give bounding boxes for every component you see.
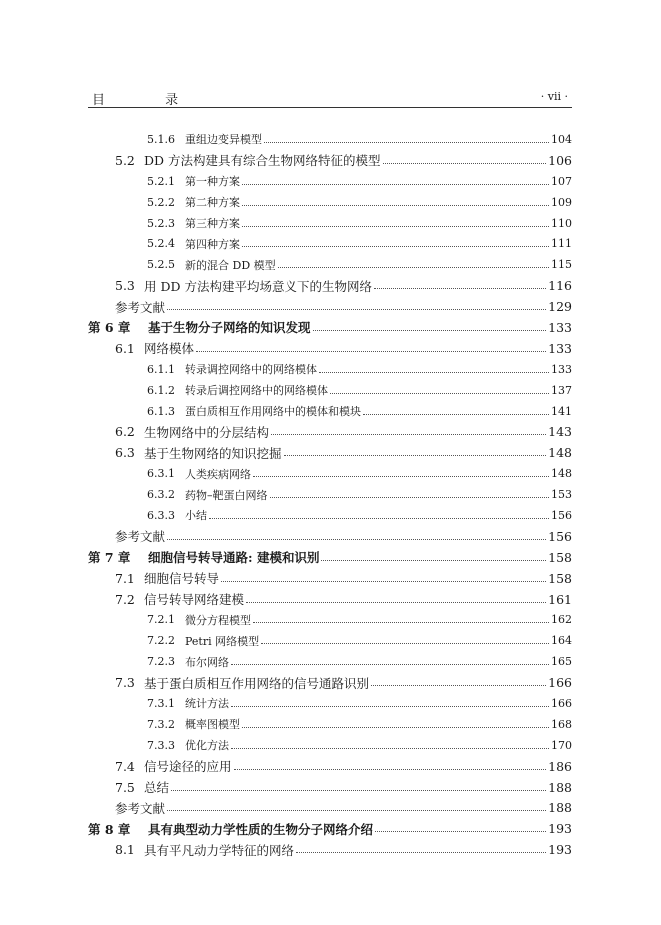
toc-entry-title: 参考文献	[115, 299, 166, 315]
toc-subsection-entry[interactable]	[88, 171, 572, 192]
toc-entry-page: 115	[551, 258, 572, 272]
toc-entry-page: 109	[551, 195, 572, 209]
dot-leader	[231, 696, 549, 707]
toc-section-entry[interactable]	[88, 568, 572, 589]
toc-entry-number: 7.1	[115, 570, 135, 586]
toc-subsection-entry[interactable]	[88, 463, 572, 484]
toc-entry-number: 6.1.1	[147, 362, 175, 376]
dot-leader	[209, 508, 549, 519]
toc-entry-page: 148	[548, 445, 572, 461]
toc-entry-page: 162	[551, 613, 572, 627]
dot-leader	[242, 216, 549, 227]
toc-subsection-entry[interactable]	[88, 129, 572, 150]
toc-entry-title: 生物网络中的分层结构	[144, 424, 270, 440]
toc-entry-page: 111	[551, 237, 572, 251]
toc-entry-title: 概率图模型	[185, 718, 240, 732]
toc-entry-page: 137	[551, 383, 572, 397]
toc-entry-page: 166	[551, 696, 572, 710]
toc-references-entry[interactable]	[88, 296, 572, 317]
toc-entry-number: 7.3	[115, 675, 135, 691]
toc-subsection-entry[interactable]	[88, 192, 572, 213]
toc-entry-page: 148	[551, 467, 572, 481]
toc-entry-title: 用 DD 方法构建平均场意义下的生物网络	[144, 278, 372, 294]
running-header	[88, 87, 572, 108]
header-page-number: · vii ·	[540, 90, 568, 103]
toc-entry-number: 7.4	[115, 758, 135, 774]
toc-references-entry[interactable]	[88, 526, 572, 547]
dot-leader	[167, 800, 546, 811]
toc-subsection-entry[interactable]	[88, 735, 572, 756]
table-of-contents	[88, 129, 572, 860]
toc-entry-title: 细胞信号转导通路: 建模和识别	[148, 550, 320, 566]
toc-entry-number: 7.2.2	[147, 634, 175, 648]
dot-leader	[271, 424, 546, 435]
dot-leader	[231, 654, 549, 665]
toc-entry-title: Petri 网络模型	[185, 634, 260, 648]
toc-entry-title: 第二种方案	[185, 196, 240, 210]
toc-entry-page: 170	[551, 738, 572, 752]
toc-section-entry[interactable]	[88, 672, 572, 693]
toc-entry-number: 5.2.1	[147, 174, 175, 188]
toc-section-entry[interactable]	[88, 150, 572, 171]
dot-leader	[363, 404, 549, 415]
toc-entry-number: 7.2.1	[147, 613, 175, 627]
toc-entry-page: 153	[551, 488, 572, 502]
toc-entry-page: 156	[551, 508, 572, 522]
toc-entry-number: 6.3	[115, 445, 135, 461]
dot-leader	[171, 780, 546, 791]
toc-subsection-entry[interactable]	[88, 693, 572, 714]
toc-section-entry[interactable]	[88, 839, 572, 860]
toc-subsection-entry[interactable]	[88, 213, 572, 234]
toc-entry-page: 107	[551, 174, 572, 188]
toc-entry-title: 网络模体	[144, 341, 195, 357]
toc-entry-page: 133	[548, 319, 572, 335]
toc-entry-title: 重组边变异模型	[185, 133, 262, 147]
dot-leader	[374, 278, 546, 289]
toc-entry-page: 129	[548, 299, 572, 315]
toc-section-entry[interactable]	[88, 275, 572, 296]
toc-subsection-entry[interactable]	[88, 233, 572, 254]
toc-entry-title: 蛋白质相互作用网络中的模体和模块	[185, 405, 361, 419]
toc-entry-page: 133	[548, 340, 572, 356]
toc-entry-page: 143	[548, 424, 572, 440]
dot-leader	[242, 236, 549, 247]
toc-subsection-entry[interactable]	[88, 359, 572, 380]
toc-entry-title: 基于蛋白质相互作用网络的信号通路识别	[144, 675, 370, 691]
dot-leader	[253, 612, 549, 623]
toc-entry-page: 110	[551, 216, 572, 230]
toc-entry-number: 7.3.1	[147, 696, 175, 710]
toc-entry-page: 188	[548, 779, 572, 795]
toc-entry-page: 158	[548, 549, 572, 565]
toc-entry-title: 布尔网络	[185, 655, 229, 669]
toc-entry-page: 193	[548, 842, 572, 858]
toc-chapter-entry[interactable]	[88, 818, 572, 839]
toc-entry-page: 164	[551, 634, 572, 648]
toc-entry-number: 5.2.5	[147, 258, 175, 272]
toc-entry-page: 104	[551, 132, 572, 146]
toc-entry-number: 6.1.3	[147, 404, 175, 418]
toc-entry-page: 168	[551, 717, 572, 731]
dot-leader	[167, 529, 546, 540]
toc-entry-number: 5.1.6	[147, 132, 175, 146]
toc-subsection-entry[interactable]	[88, 380, 572, 401]
header-title: 目 录	[92, 93, 207, 108]
toc-entry-title: 优化方法	[185, 739, 229, 753]
toc-subsection-entry[interactable]	[88, 401, 572, 422]
dot-leader	[270, 487, 550, 498]
dot-leader	[246, 592, 546, 603]
toc-subsection-entry[interactable]	[88, 254, 572, 275]
dot-leader	[167, 299, 546, 310]
dot-leader	[253, 466, 549, 477]
toc-subsection-entry[interactable]	[88, 484, 572, 505]
toc-section-entry[interactable]	[88, 777, 572, 798]
toc-entry-title: 药物–靶蛋白网络	[185, 488, 268, 502]
toc-section-entry[interactable]	[88, 589, 572, 610]
dot-leader	[278, 257, 549, 268]
toc-entry-number: 6.2	[115, 424, 135, 440]
toc-entry-number: 5.2	[115, 152, 135, 168]
toc-entry-title: 转录后调控网络中的网络模体	[185, 384, 328, 398]
toc-references-entry[interactable]	[88, 798, 572, 819]
toc-entry-title: 人类疾病网络	[185, 467, 251, 481]
toc-entry-number: 第 8 章	[88, 821, 131, 837]
toc-entry-page: 161	[548, 591, 572, 607]
toc-entry-title: 具有平凡动力学特征的网络	[144, 842, 295, 858]
toc-section-entry[interactable]	[88, 338, 572, 359]
toc-entry-title: 总结	[144, 780, 170, 796]
toc-entry-title: DD 方法构建具有综合生物网络特征的模型	[144, 153, 381, 169]
toc-entry-number: 6.3.1	[147, 467, 175, 481]
toc-entry-number: 6.3.2	[147, 488, 175, 502]
toc-subsection-entry[interactable]	[88, 630, 572, 651]
toc-entry-title: 基于生物分子网络的知识发现	[148, 320, 311, 336]
toc-entry-page: 106	[548, 152, 572, 168]
toc-entry-page: 188	[548, 800, 572, 816]
toc-entry-number: 6.1.2	[147, 383, 175, 397]
toc-entry-number: 7.5	[115, 779, 135, 795]
toc-subsection-entry[interactable]	[88, 714, 572, 735]
dot-leader	[375, 821, 546, 832]
toc-entry-number: 7.3.2	[147, 717, 175, 731]
toc-entry-title: 统计方法	[185, 697, 229, 711]
toc-entry-number: 6.1	[115, 340, 135, 356]
dot-leader	[234, 759, 547, 770]
toc-entry-number: 8.1	[115, 842, 135, 858]
toc-entry-number: 5.2.3	[147, 216, 175, 230]
toc-entry-number: 7.3.3	[147, 738, 175, 752]
toc-entry-title: 新的混合 DD 模型	[185, 258, 276, 272]
toc-entry-title: 参考文献	[115, 800, 166, 816]
toc-entry-page: 116	[548, 278, 572, 294]
dot-leader	[242, 174, 549, 185]
dot-leader	[196, 341, 546, 352]
toc-chapter-entry[interactable]	[88, 547, 572, 568]
dot-leader	[261, 633, 549, 644]
toc-section-entry[interactable]	[88, 756, 572, 777]
toc-entry-title: 细胞信号转导	[144, 571, 220, 587]
dot-leader	[231, 738, 549, 749]
dot-leader	[264, 132, 549, 143]
toc-entry-title: 信号途径的应用	[144, 759, 232, 775]
toc-entry-title: 微分方程模型	[185, 613, 251, 627]
dot-leader	[296, 842, 546, 853]
toc-entry-number: 第 6 章	[88, 320, 131, 336]
toc-entry-number: 5.3	[115, 278, 135, 294]
dot-leader	[321, 550, 546, 561]
toc-subsection-entry[interactable]	[88, 609, 572, 630]
toc-subsection-entry[interactable]	[88, 651, 572, 672]
toc-entry-page: 133	[551, 362, 572, 376]
toc-entry-page: 186	[548, 758, 572, 774]
toc-entry-number: 7.2.3	[147, 655, 175, 669]
toc-entry-number: 第 7 章	[88, 550, 131, 566]
toc-entry-page: 165	[551, 655, 572, 669]
toc-entry-title: 基于生物网络的知识挖掘	[144, 445, 282, 461]
toc-entry-number: 5.2.2	[147, 195, 175, 209]
dot-leader	[383, 153, 547, 164]
dot-leader	[242, 717, 549, 728]
toc-entry-title: 第四种方案	[185, 237, 240, 251]
dot-leader	[284, 445, 547, 456]
toc-entry-title: 第一种方案	[185, 175, 240, 189]
toc-entry-page: 141	[551, 404, 572, 418]
toc-section-entry[interactable]	[88, 421, 572, 442]
dot-leader	[313, 320, 547, 331]
toc-entry-title: 小结	[185, 509, 207, 523]
toc-entry-number: 6.3.3	[147, 508, 175, 522]
dot-leader	[330, 383, 549, 394]
toc-entry-title: 参考文献	[115, 529, 166, 545]
toc-entry-title: 信号转导网络建模	[144, 592, 245, 608]
toc-entry-page: 166	[548, 675, 572, 691]
dot-leader	[319, 362, 549, 373]
toc-entry-title: 转录调控网络中的网络模体	[185, 363, 317, 377]
toc-entry-title: 具有典型动力学性质的生物分子网络介绍	[148, 821, 374, 837]
toc-entry-title: 第三种方案	[185, 217, 240, 230]
dot-leader	[221, 571, 546, 582]
dot-leader	[242, 195, 549, 206]
toc-chapter-entry[interactable]	[88, 317, 572, 338]
toc-entry-number: 5.2.4	[147, 237, 175, 251]
toc-section-entry[interactable]	[88, 442, 572, 463]
toc-entry-page: 156	[548, 528, 572, 544]
toc-entry-number: 7.2	[115, 591, 135, 607]
toc-subsection-entry[interactable]	[88, 505, 572, 526]
dot-leader	[371, 675, 546, 686]
toc-entry-page: 158	[548, 570, 572, 586]
toc-entry-page: 193	[548, 821, 572, 837]
